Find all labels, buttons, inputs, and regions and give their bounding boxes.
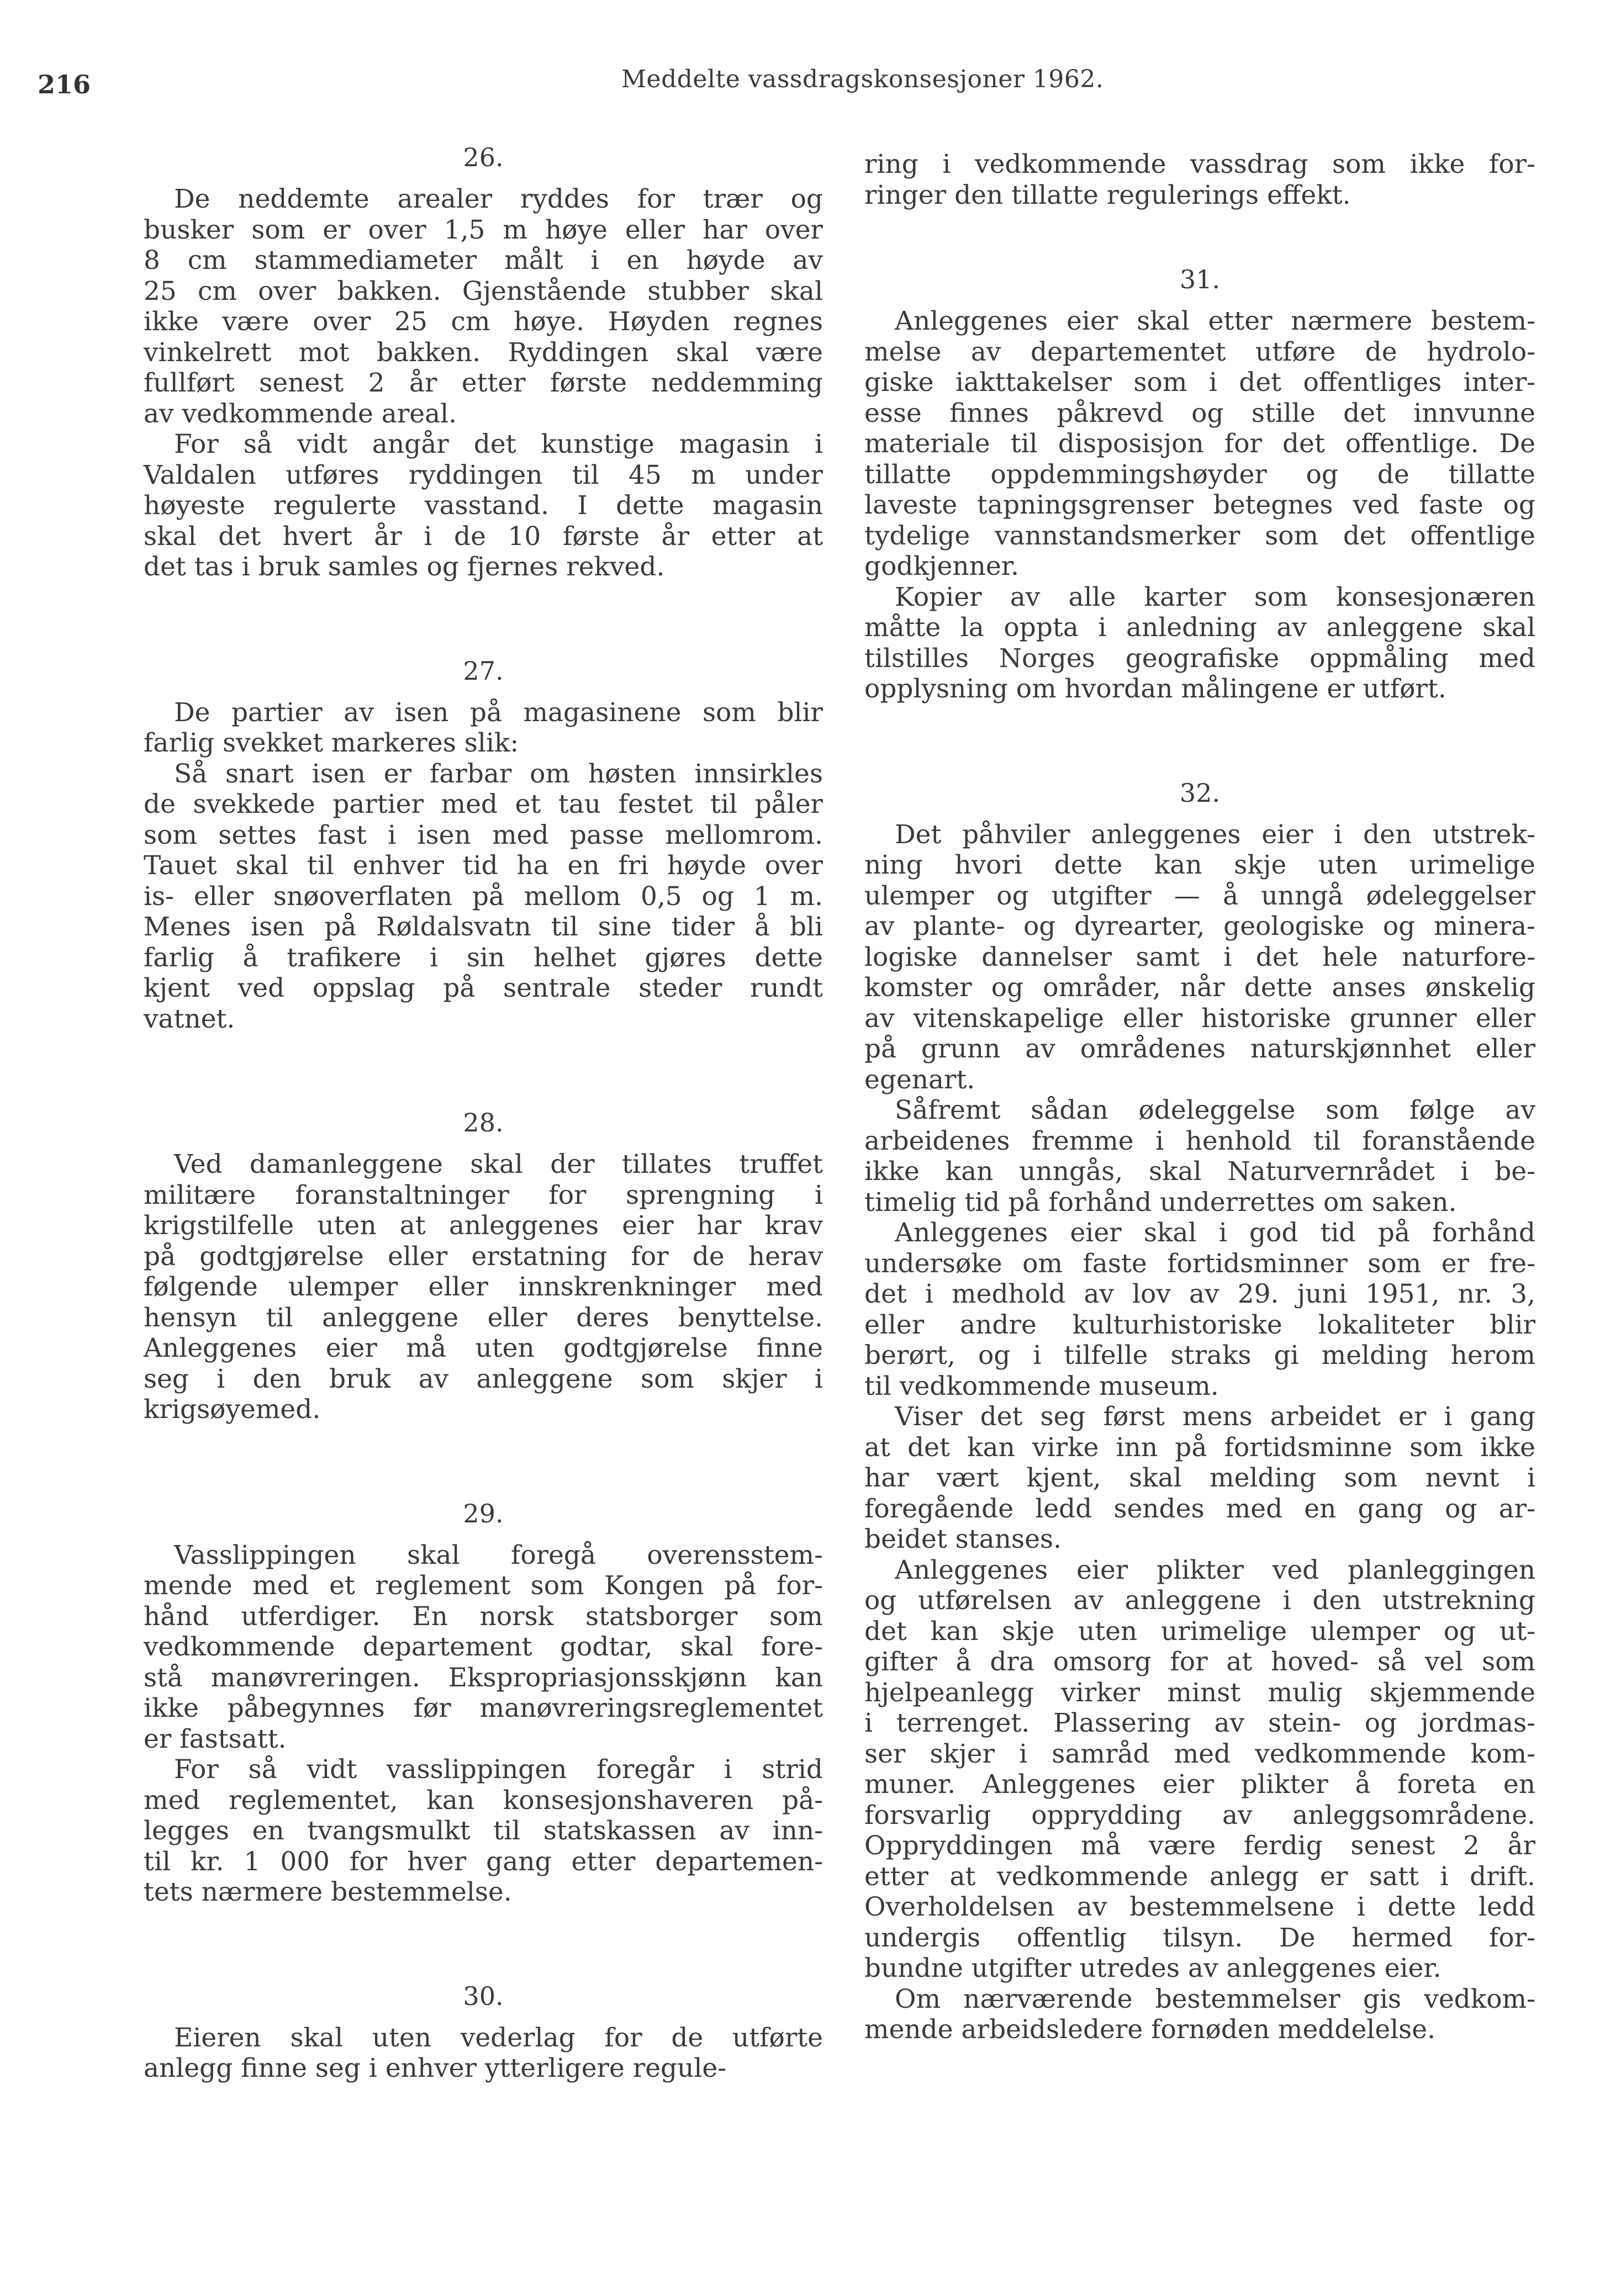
text-line: vedkommende departement godtar, skal fore-: [144, 1632, 823, 1662]
text-line: hånd utferdiger. En norsk statsborger som: [144, 1601, 823, 1632]
text-line: komster og områder, når dette anses ønskelig: [864, 972, 1535, 1003]
text-line: som settes fast i isen med passe mellomrom.: [144, 819, 823, 850]
text-line: undersøke om faste fortidsminner som er fre-: [864, 1248, 1535, 1279]
text-line: bundne utgifter utredes av anleggenes eier.: [864, 1953, 1442, 1983]
text-line: av plante- og dyrearter, geologiske og minera-: [864, 911, 1535, 941]
text-line: ring i vedkommende vassdrag som ikke for-: [864, 149, 1535, 179]
paragraph: [864, 1401, 1535, 1555]
text-line: krigsøyemed.: [144, 1394, 321, 1425]
text-line: berørt, og i tilfelle straks gi melding herom: [864, 1340, 1535, 1371]
text-line: kjent ved oppslag på sentrale steder rundt: [144, 973, 823, 1003]
text-line: timelig tid på forhånd underrettes om saken.: [864, 1187, 1457, 1218]
text-line: med reglementet, kan konsesjonshaveren på-: [144, 1785, 823, 1816]
text-line: farlig å trafikere i sin helhet gjøres dette: [144, 942, 823, 973]
section-gap: [144, 1908, 823, 1980]
text-line: det i medhold av lov av 29. juni 1951, nr. 3,: [864, 1279, 1535, 1309]
section-gap: [144, 583, 823, 654]
page-number: 216: [38, 70, 91, 99]
paragraph: [144, 429, 823, 583]
section-gap: [864, 705, 1535, 776]
text-line: tydelige vannstandsmerker som det offentlige: [864, 520, 1535, 551]
text-line: forsvarlig opprydding av anleggsområdene.: [864, 1800, 1535, 1831]
text-line: 8 cm stammediameter målt i en høyde av: [144, 245, 823, 276]
text-line: opplysning om hvordan målingene er utført.: [864, 674, 1446, 704]
text-line: fullført senest 2 år etter første neddemming: [144, 368, 823, 398]
section-number: 28.: [463, 1108, 504, 1138]
text-line: esse finnes påkrevd og stille det innvunne: [864, 398, 1535, 428]
text-line: Viser det seg først mens arbeidet er i gang: [895, 1401, 1535, 1432]
text-line: hjelpeanlegg virker minst mulig skjemmende: [864, 1677, 1535, 1708]
text-line: seg i den bruk av anleggene som skjer i: [144, 1363, 823, 1394]
text-line: ikke være over 25 cm høye. Høyden regnes: [144, 306, 823, 337]
text-line: farlig svekket markeres slik:: [144, 728, 519, 758]
text-line: For så vidt angår det kunstige magasin i: [174, 429, 823, 459]
section-number: 30.: [463, 1981, 504, 2011]
paragraph: [144, 1149, 823, 1425]
text-line: hensyn til anleggene eller deres benyttelse.: [144, 1302, 823, 1333]
text-line: logiske dannelser samt i det hele naturfore-: [864, 941, 1535, 972]
text-line: det tas i bruk samles og fjernes rekved.: [144, 552, 665, 582]
text-line: mende med et reglement som Kongen på for-: [144, 1570, 823, 1601]
section: [144, 1980, 823, 2084]
text-line: godkjenner.: [864, 551, 1019, 581]
text-line: For så vidt vasslippingen foregår i strid: [174, 1754, 823, 1785]
text-line: Tauet skal til enhver tid ha en fri høyde over: [144, 850, 823, 881]
paragraph: [144, 759, 823, 1035]
section-number: 29.: [463, 1498, 504, 1528]
text-line: materiale til disposisjon for det offentlige. De: [864, 428, 1535, 459]
text-line: Overholdelsen av bestemmelsene i dette ledd: [864, 1892, 1535, 1922]
text-line: legges en tvangsmulkt til statskassen av inn-: [144, 1816, 823, 1846]
text-line: gifter å dra omsorg for at hoved- så vel som: [864, 1647, 1535, 1677]
text-line: de svekkede partier med et tau festet til påler: [144, 789, 823, 819]
paragraph: [864, 1555, 1535, 1984]
section: [144, 141, 823, 583]
text-line: Oppryddingen må være ferdig senest 2 år: [864, 1831, 1535, 1861]
text-line: av vitenskapelige eller historiske grunner eller: [864, 1003, 1535, 1034]
paragraph: [864, 306, 1535, 582]
text-line: tillatte oppdemmingshøyder og de tillatte: [864, 459, 1535, 490]
section-number: 31.: [1179, 264, 1221, 294]
text-line: skal det hvert år i de 10 første år etter at: [144, 521, 823, 552]
text-line: vinkelrett mot bakken. Ryddingen skal være: [144, 337, 823, 368]
text-line: og utførelsen av anleggene i den utstrekning: [864, 1585, 1535, 1616]
paragraph: [144, 184, 823, 429]
text-line: Vasslippingen skal foregå overensstem-: [174, 1540, 823, 1570]
text-line: ikke påbegynnes før manøvreringsreglementet: [144, 1693, 823, 1723]
text-line: militære foranstaltninger for sprengning i: [144, 1179, 823, 1210]
paragraph: [864, 1984, 1535, 2045]
text-line: Anleggenes eier plikter ved planleggingen: [895, 1554, 1535, 1585]
text-line: har vært kjent, skal melding som nevnt i: [864, 1463, 1535, 1493]
text-line: på godtgjørelse eller erstatning for de herav: [144, 1241, 823, 1272]
text-line: ulemper og utgifter — å unngå ødeleggelser: [864, 880, 1535, 911]
text-line: Anleggenes eier må uten godtgjørelse finne: [144, 1333, 823, 1363]
paragraph: [144, 2023, 823, 2084]
text-line: foregående ledd sendes med en gang og ar-: [864, 1493, 1535, 1524]
running-title: Meddelte vassdragskonsesjoner 1962.: [621, 65, 1104, 93]
text-line: til vedkommende museum.: [864, 1371, 1219, 1401]
text-line: Kopier av alle karter som konsesjonæren: [895, 581, 1535, 612]
section-number: 32.: [1179, 777, 1221, 808]
text-line: undergis offentlig tilsyn. De hermed for-: [864, 1922, 1535, 1953]
text-line: tets nærmere bestemmelse.: [144, 1877, 512, 1907]
text-line: Anleggenes eier skal etter nærmere bestem-: [895, 306, 1535, 336]
text-line: Om nærværende bestemmelser gis vedkom-: [895, 1983, 1535, 2014]
section-gap: [144, 1425, 823, 1497]
text-line: Ved damanleggene skal der tillates truffet: [174, 1149, 823, 1179]
text-line: egenart.: [864, 1064, 975, 1095]
section-gap: [864, 210, 1535, 263]
text-line: Anleggenes eier skal i god tid på forhånd: [895, 1218, 1535, 1248]
paragraph: [864, 1218, 1535, 1401]
section-gap: [144, 1034, 823, 1106]
text-line: giske iakttakelser som i det offentliges inter-: [864, 367, 1535, 398]
text-line: beidet stanses.: [864, 1524, 1062, 1554]
text-line: ringer den tillatte regulerings effekt.: [864, 179, 1351, 210]
text-line: De neddemte arealer ryddes for trær og: [174, 184, 823, 214]
text-line: De partier av isen på magasinene som blir: [174, 697, 823, 728]
text-line: is- eller snøoverflaten på mellom 0,5 og 1 m.: [144, 881, 823, 912]
paragraph: [144, 1754, 823, 1908]
section: [864, 776, 1535, 2045]
text-line: laveste tapningsgrenser betegnes ved faste og: [864, 490, 1535, 520]
text-line: stå manøvreringen. Ekspropriasjonsskjønn kan: [144, 1662, 823, 1693]
paragraph: [144, 1540, 823, 1755]
text-line: etter at vedkommende anlegg er satt i drift.: [864, 1861, 1535, 1892]
text-line: krigstilfelle uten at anleggenes eier har krav: [144, 1210, 823, 1241]
text-line: muner. Anleggenes eier plikter å foreta en: [864, 1769, 1535, 1800]
text-line: følgende ulemper eller innskrenkninger med: [144, 1272, 823, 1302]
text-line: 25 cm over bakken. Gjenstående stubber skal: [144, 276, 823, 306]
text-line: Valdalen utføres ryddingen til 45 m under: [144, 459, 823, 490]
text-line: Så snart isen er farbar om høsten innsirkles: [174, 758, 823, 789]
text-line: det kan skje uten urimelige ulemper og ut-: [864, 1616, 1535, 1647]
text-line: Såfremt sådan ødeleggelse som følge av: [895, 1095, 1535, 1125]
text-line: at det kan virke inn på fortidsminne som ikke: [864, 1432, 1535, 1463]
text-line: tilstilles Norges geografiske oppmåling med: [864, 643, 1535, 674]
section: [144, 654, 823, 1035]
text-line: høyeste regulerte vasstand. I dette magasin: [144, 490, 823, 521]
paragraph: [864, 582, 1535, 705]
section-number: 26.: [463, 142, 504, 172]
text-line: ser skjer i samråd med vedkommende kom-: [864, 1738, 1535, 1769]
paragraph: [864, 1095, 1535, 1218]
paragraph: [144, 697, 823, 759]
text-line: eller andre kulturhistoriske lokaliteter blir: [864, 1309, 1535, 1340]
text-line: Menes isen på Røldalsvatn til sine tider å bli: [144, 912, 823, 942]
paragraph: [864, 149, 1535, 210]
text-line: melse av departementet utføre de hydrolo-: [864, 336, 1535, 367]
text-line: ning hvori dette kan skje uten urimelige: [864, 850, 1535, 880]
text-line: er fastsatt.: [144, 1723, 287, 1754]
section: [864, 263, 1535, 705]
right-column: [864, 149, 1535, 2045]
text-line: busker som er over 1,5 m høye eller har over: [144, 214, 823, 245]
text-line: vatnet.: [144, 1003, 235, 1034]
section: [144, 1497, 823, 1908]
text-line: på grunn av områdenes naturskjønnhet eller: [864, 1034, 1535, 1064]
text-line: i terrenget. Plassering av stein- og jordmas-: [864, 1708, 1535, 1738]
text-line: Det påhviler anleggenes eier i den utstrek-: [895, 819, 1535, 850]
text-line: til kr. 1 000 for hver gang etter departemen-: [144, 1846, 823, 1877]
text-line: anlegg finne seg i enhver ytterligere regule-: [144, 2053, 727, 2083]
left-column: [144, 141, 823, 2084]
section: [144, 1106, 823, 1425]
text-line: av vedkommende areal.: [144, 398, 457, 429]
paragraph: [864, 819, 1535, 1096]
section-number: 27.: [463, 655, 504, 686]
text-line: Eieren skal uten vederlag for de utførte: [174, 2022, 823, 2053]
text-line: ikke kan unngås, skal Naturvernrådet i be-: [864, 1156, 1535, 1187]
text-line: mende arbeidsledere fornøden meddelelse.: [864, 2014, 1436, 2045]
text-line: arbeidenes fremme i henhold til foranstående: [864, 1125, 1535, 1156]
text-line: måtte la oppta i anledning av anleggene skal: [864, 612, 1535, 643]
